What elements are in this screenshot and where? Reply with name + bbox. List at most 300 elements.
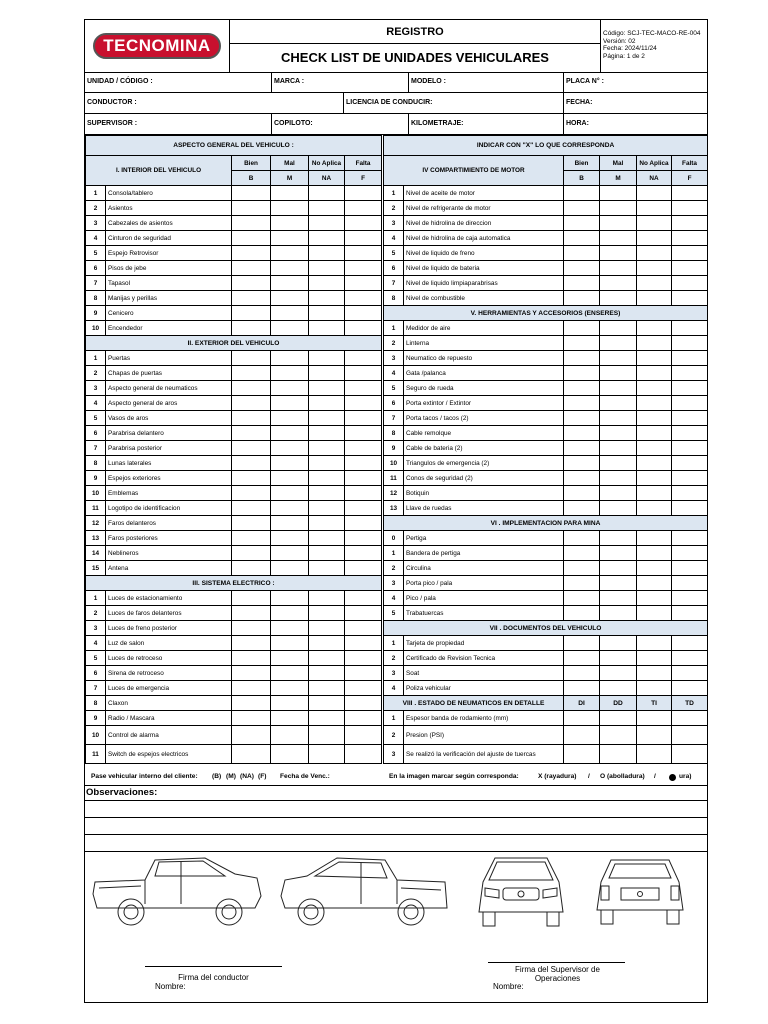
check-cell[interactable]	[232, 381, 271, 396]
check-cell[interactable]	[271, 246, 309, 261]
check-cell[interactable]	[600, 276, 637, 291]
check-cell[interactable]	[309, 606, 345, 621]
check-cell[interactable]	[309, 471, 345, 486]
check-cell[interactable]	[672, 531, 708, 546]
check-cell[interactable]	[637, 246, 672, 261]
check-cell[interactable]	[271, 216, 309, 231]
conductor-signature-line[interactable]	[145, 966, 282, 967]
check-cell[interactable]	[637, 231, 672, 246]
check-cell[interactable]	[637, 726, 672, 745]
supervisor-nombre[interactable]: Nombre:	[493, 982, 524, 991]
check-cell[interactable]	[232, 636, 271, 651]
hora-field[interactable]: HORA:	[563, 114, 707, 134]
check-cell[interactable]	[232, 606, 271, 621]
check-cell[interactable]	[345, 606, 382, 621]
check-cell[interactable]	[232, 441, 271, 456]
check-cell[interactable]	[600, 216, 637, 231]
check-cell[interactable]	[309, 591, 345, 606]
check-cell[interactable]	[345, 231, 382, 246]
licencia-field[interactable]: LICENCIA DE CONDUCIR:	[343, 93, 563, 113]
pase-b[interactable]: (B)	[212, 773, 222, 780]
check-cell[interactable]	[309, 246, 345, 261]
check-cell[interactable]	[600, 291, 637, 306]
placa-field[interactable]: PLACA N° :	[563, 72, 707, 92]
check-cell[interactable]	[345, 651, 382, 666]
check-cell[interactable]	[345, 366, 382, 381]
check-cell[interactable]	[672, 441, 708, 456]
observaciones-line-1[interactable]	[85, 801, 707, 818]
check-cell[interactable]	[271, 501, 309, 516]
check-cell[interactable]	[637, 381, 672, 396]
check-cell[interactable]	[271, 666, 309, 681]
check-cell[interactable]	[271, 711, 309, 726]
check-cell[interactable]	[271, 591, 309, 606]
check-cell[interactable]	[309, 681, 345, 696]
check-cell[interactable]	[672, 291, 708, 306]
conductor-field[interactable]: CONDUCTOR :	[87, 99, 137, 106]
check-cell[interactable]	[271, 636, 309, 651]
check-cell[interactable]	[309, 651, 345, 666]
check-cell[interactable]	[232, 231, 271, 246]
check-cell[interactable]	[271, 546, 309, 561]
check-cell[interactable]	[564, 186, 600, 201]
check-cell[interactable]	[600, 651, 637, 666]
check-cell[interactable]	[600, 681, 637, 696]
check-cell[interactable]	[672, 411, 708, 426]
check-cell[interactable]	[271, 486, 309, 501]
check-cell[interactable]	[345, 696, 382, 711]
check-cell[interactable]	[271, 745, 309, 764]
check-cell[interactable]	[232, 366, 271, 381]
check-cell[interactable]	[637, 561, 672, 576]
check-cell[interactable]	[309, 366, 345, 381]
check-cell[interactable]	[271, 261, 309, 276]
check-cell[interactable]	[600, 561, 637, 576]
check-cell[interactable]	[672, 471, 708, 486]
check-cell[interactable]	[309, 381, 345, 396]
check-cell[interactable]	[271, 366, 309, 381]
check-cell[interactable]	[232, 216, 271, 231]
check-cell[interactable]	[345, 201, 382, 216]
check-cell[interactable]	[309, 696, 345, 711]
check-cell[interactable]	[271, 561, 309, 576]
check-cell[interactable]	[345, 531, 382, 546]
check-cell[interactable]	[309, 745, 345, 764]
check-cell[interactable]	[564, 486, 600, 501]
check-cell[interactable]	[637, 745, 672, 764]
check-cell[interactable]	[672, 261, 708, 276]
check-cell[interactable]	[232, 621, 271, 636]
conductor-nombre[interactable]: Nombre:	[155, 982, 186, 991]
check-cell[interactable]	[309, 561, 345, 576]
check-cell[interactable]	[564, 231, 600, 246]
check-cell[interactable]	[637, 576, 672, 591]
check-cell[interactable]	[232, 745, 271, 764]
check-cell[interactable]	[232, 201, 271, 216]
check-cell[interactable]	[600, 336, 637, 351]
check-cell[interactable]	[564, 501, 600, 516]
check-cell[interactable]	[345, 471, 382, 486]
check-cell[interactable]	[600, 261, 637, 276]
check-cell[interactable]	[564, 456, 600, 471]
check-cell[interactable]	[600, 441, 637, 456]
check-cell[interactable]	[637, 276, 672, 291]
check-cell[interactable]	[309, 486, 345, 501]
check-cell[interactable]	[232, 681, 271, 696]
check-cell[interactable]	[564, 246, 600, 261]
check-cell[interactable]	[564, 531, 600, 546]
check-cell[interactable]	[600, 201, 637, 216]
check-cell[interactable]	[309, 501, 345, 516]
check-cell[interactable]	[232, 186, 271, 201]
observaciones-line-2[interactable]	[85, 818, 707, 835]
truck-side-left-icon[interactable]	[93, 858, 261, 925]
check-cell[interactable]	[309, 531, 345, 546]
check-cell[interactable]	[232, 321, 271, 336]
check-cell[interactable]	[309, 351, 345, 366]
check-cell[interactable]	[564, 441, 600, 456]
check-cell[interactable]	[564, 666, 600, 681]
check-cell[interactable]	[232, 696, 271, 711]
check-cell[interactable]	[600, 411, 637, 426]
check-cell[interactable]	[271, 681, 309, 696]
check-cell[interactable]	[271, 531, 309, 546]
check-cell[interactable]	[672, 186, 708, 201]
check-cell[interactable]	[232, 276, 271, 291]
check-cell[interactable]	[672, 336, 708, 351]
check-cell[interactable]	[672, 711, 708, 726]
check-cell[interactable]	[600, 396, 637, 411]
check-cell[interactable]	[309, 516, 345, 531]
check-cell[interactable]	[564, 426, 600, 441]
check-cell[interactable]	[564, 336, 600, 351]
check-cell[interactable]	[600, 726, 637, 745]
check-cell[interactable]	[309, 546, 345, 561]
check-cell[interactable]	[232, 531, 271, 546]
check-cell[interactable]	[600, 711, 637, 726]
check-cell[interactable]	[309, 186, 345, 201]
check-cell[interactable]	[637, 201, 672, 216]
check-cell[interactable]	[600, 366, 637, 381]
check-cell[interactable]	[232, 456, 271, 471]
check-cell[interactable]	[309, 456, 345, 471]
check-cell[interactable]	[672, 366, 708, 381]
check-cell[interactable]	[637, 606, 672, 621]
check-cell[interactable]	[309, 291, 345, 306]
check-cell[interactable]	[637, 456, 672, 471]
modelo-field[interactable]: MODELO :	[408, 72, 563, 92]
check-cell[interactable]	[271, 651, 309, 666]
check-cell[interactable]	[232, 561, 271, 576]
check-cell[interactable]	[271, 306, 309, 321]
check-cell[interactable]	[637, 666, 672, 681]
check-cell[interactable]	[600, 636, 637, 651]
check-cell[interactable]	[345, 411, 382, 426]
check-cell[interactable]	[564, 651, 600, 666]
check-cell[interactable]	[637, 366, 672, 381]
check-cell[interactable]	[271, 351, 309, 366]
check-cell[interactable]	[637, 591, 672, 606]
check-cell[interactable]	[345, 186, 382, 201]
pase-f[interactable]: (F)	[258, 773, 267, 780]
check-cell[interactable]	[600, 186, 637, 201]
check-cell[interactable]	[637, 261, 672, 276]
truck-rear-icon[interactable]	[597, 860, 683, 924]
check-cell[interactable]	[564, 546, 600, 561]
check-cell[interactable]	[564, 261, 600, 276]
check-cell[interactable]	[271, 276, 309, 291]
check-cell[interactable]	[672, 576, 708, 591]
check-cell[interactable]	[271, 726, 309, 745]
check-cell[interactable]	[309, 261, 345, 276]
check-cell[interactable]	[564, 471, 600, 486]
check-cell[interactable]	[345, 306, 382, 321]
check-cell[interactable]	[637, 186, 672, 201]
check-cell[interactable]	[232, 711, 271, 726]
check-cell[interactable]	[345, 636, 382, 651]
check-cell[interactable]	[309, 201, 345, 216]
check-cell[interactable]	[672, 426, 708, 441]
check-cell[interactable]	[232, 426, 271, 441]
check-cell[interactable]	[637, 681, 672, 696]
check-cell[interactable]	[672, 666, 708, 681]
check-cell[interactable]	[564, 351, 600, 366]
check-cell[interactable]	[345, 261, 382, 276]
check-cell[interactable]	[345, 501, 382, 516]
vehicle-diagrams[interactable]	[85, 852, 707, 942]
check-cell[interactable]	[345, 441, 382, 456]
check-cell[interactable]	[672, 396, 708, 411]
check-cell[interactable]	[309, 306, 345, 321]
check-cell[interactable]	[345, 486, 382, 501]
check-cell[interactable]	[232, 291, 271, 306]
check-cell[interactable]	[637, 486, 672, 501]
check-cell[interactable]	[345, 291, 382, 306]
check-cell[interactable]	[600, 591, 637, 606]
check-cell[interactable]	[271, 396, 309, 411]
check-cell[interactable]	[672, 351, 708, 366]
check-cell[interactable]	[232, 501, 271, 516]
check-cell[interactable]	[672, 546, 708, 561]
check-cell[interactable]	[271, 291, 309, 306]
check-cell[interactable]	[672, 201, 708, 216]
check-cell[interactable]	[672, 636, 708, 651]
check-cell[interactable]	[345, 456, 382, 471]
check-cell[interactable]	[345, 711, 382, 726]
copiloto-field[interactable]: COPILOTO:	[271, 114, 408, 134]
check-cell[interactable]	[564, 561, 600, 576]
check-cell[interactable]	[600, 486, 637, 501]
check-cell[interactable]	[672, 231, 708, 246]
check-cell[interactable]	[564, 366, 600, 381]
check-cell[interactable]	[345, 681, 382, 696]
check-cell[interactable]	[564, 636, 600, 651]
check-cell[interactable]	[600, 606, 637, 621]
check-cell[interactable]	[600, 381, 637, 396]
check-cell[interactable]	[564, 201, 600, 216]
check-cell[interactable]	[345, 426, 382, 441]
check-cell[interactable]	[309, 396, 345, 411]
check-cell[interactable]	[637, 441, 672, 456]
check-cell[interactable]	[345, 216, 382, 231]
check-cell[interactable]	[600, 426, 637, 441]
check-cell[interactable]	[232, 396, 271, 411]
check-cell[interactable]	[232, 591, 271, 606]
check-cell[interactable]	[345, 351, 382, 366]
check-cell[interactable]	[271, 321, 309, 336]
check-cell[interactable]	[309, 726, 345, 745]
check-cell[interactable]	[600, 456, 637, 471]
check-cell[interactable]	[345, 621, 382, 636]
observaciones-line-3[interactable]	[85, 835, 707, 852]
check-cell[interactable]	[271, 411, 309, 426]
check-cell[interactable]	[345, 516, 382, 531]
check-cell[interactable]	[672, 486, 708, 501]
check-cell[interactable]	[672, 561, 708, 576]
check-cell[interactable]	[637, 531, 672, 546]
check-cell[interactable]	[271, 441, 309, 456]
check-cell[interactable]	[345, 276, 382, 291]
check-cell[interactable]	[232, 516, 271, 531]
check-cell[interactable]	[672, 681, 708, 696]
check-cell[interactable]	[271, 381, 309, 396]
check-cell[interactable]	[232, 246, 271, 261]
check-cell[interactable]	[232, 351, 271, 366]
check-cell[interactable]	[600, 246, 637, 261]
check-cell[interactable]	[637, 321, 672, 336]
check-cell[interactable]	[309, 621, 345, 636]
check-cell[interactable]	[232, 471, 271, 486]
supervisor-signature-line[interactable]	[488, 962, 625, 963]
check-cell[interactable]	[564, 381, 600, 396]
check-cell[interactable]	[345, 726, 382, 745]
check-cell[interactable]	[564, 411, 600, 426]
check-cell[interactable]	[600, 546, 637, 561]
check-cell[interactable]	[271, 471, 309, 486]
check-cell[interactable]	[600, 321, 637, 336]
check-cell[interactable]	[672, 591, 708, 606]
check-cell[interactable]	[600, 745, 637, 764]
check-cell[interactable]	[637, 711, 672, 726]
check-cell[interactable]	[564, 576, 600, 591]
check-cell[interactable]	[672, 651, 708, 666]
check-cell[interactable]	[600, 501, 637, 516]
check-cell[interactable]	[271, 516, 309, 531]
marca-field[interactable]: MARCA :	[271, 72, 408, 92]
check-cell[interactable]	[600, 666, 637, 681]
check-cell[interactable]	[564, 606, 600, 621]
check-cell[interactable]	[309, 666, 345, 681]
check-cell[interactable]	[672, 745, 708, 764]
check-cell[interactable]	[600, 471, 637, 486]
check-cell[interactable]	[672, 246, 708, 261]
check-cell[interactable]	[564, 291, 600, 306]
check-cell[interactable]	[271, 456, 309, 471]
fecha-field[interactable]: FECHA:	[563, 93, 707, 113]
check-cell[interactable]	[309, 216, 345, 231]
check-cell[interactable]	[345, 321, 382, 336]
check-cell[interactable]	[672, 216, 708, 231]
check-cell[interactable]	[232, 726, 271, 745]
check-cell[interactable]	[345, 591, 382, 606]
check-cell[interactable]	[564, 745, 600, 764]
check-cell[interactable]	[232, 411, 271, 426]
check-cell[interactable]	[232, 306, 271, 321]
check-cell[interactable]	[345, 561, 382, 576]
check-cell[interactable]	[637, 396, 672, 411]
check-cell[interactable]	[564, 321, 600, 336]
check-cell[interactable]	[600, 351, 637, 366]
supervisor-field[interactable]: SUPERVISOR :	[87, 120, 138, 127]
check-cell[interactable]	[637, 651, 672, 666]
check-cell[interactable]	[672, 381, 708, 396]
check-cell[interactable]	[309, 441, 345, 456]
check-cell[interactable]	[564, 726, 600, 745]
check-cell[interactable]	[345, 396, 382, 411]
check-cell[interactable]	[672, 276, 708, 291]
check-cell[interactable]	[271, 621, 309, 636]
check-cell[interactable]	[600, 576, 637, 591]
check-cell[interactable]	[637, 336, 672, 351]
check-cell[interactable]	[672, 321, 708, 336]
check-cell[interactable]	[309, 276, 345, 291]
check-cell[interactable]	[309, 426, 345, 441]
check-cell[interactable]	[672, 456, 708, 471]
check-cell[interactable]	[637, 291, 672, 306]
check-cell[interactable]	[309, 231, 345, 246]
check-cell[interactable]	[564, 711, 600, 726]
truck-side-right-icon[interactable]	[281, 858, 447, 925]
check-cell[interactable]	[271, 606, 309, 621]
check-cell[interactable]	[345, 745, 382, 764]
check-cell[interactable]	[271, 231, 309, 246]
check-cell[interactable]	[271, 426, 309, 441]
pase-m[interactable]: (M)	[226, 773, 236, 780]
check-cell[interactable]	[232, 666, 271, 681]
check-cell[interactable]	[232, 486, 271, 501]
check-cell[interactable]	[309, 636, 345, 651]
check-cell[interactable]	[309, 321, 345, 336]
check-cell[interactable]	[345, 546, 382, 561]
check-cell[interactable]	[271, 201, 309, 216]
pase-na[interactable]: (NA)	[240, 773, 254, 780]
check-cell[interactable]	[564, 216, 600, 231]
check-cell[interactable]	[637, 411, 672, 426]
check-cell[interactable]	[637, 216, 672, 231]
check-cell[interactable]	[564, 681, 600, 696]
check-cell[interactable]	[271, 696, 309, 711]
check-cell[interactable]	[232, 546, 271, 561]
kilometraje-field[interactable]: KILOMETRAJE:	[408, 114, 563, 134]
check-cell[interactable]	[672, 501, 708, 516]
check-cell[interactable]	[637, 546, 672, 561]
check-cell[interactable]	[637, 471, 672, 486]
check-cell[interactable]	[672, 606, 708, 621]
check-cell[interactable]	[564, 396, 600, 411]
check-cell[interactable]	[637, 636, 672, 651]
check-cell[interactable]	[345, 666, 382, 681]
truck-front-icon[interactable]	[479, 858, 563, 926]
check-cell[interactable]	[345, 246, 382, 261]
check-cell[interactable]	[637, 351, 672, 366]
check-cell[interactable]	[600, 531, 637, 546]
check-cell[interactable]	[232, 651, 271, 666]
check-cell[interactable]	[600, 231, 637, 246]
check-cell[interactable]	[637, 501, 672, 516]
check-cell[interactable]	[232, 261, 271, 276]
check-cell[interactable]	[564, 591, 600, 606]
check-cell[interactable]	[637, 426, 672, 441]
